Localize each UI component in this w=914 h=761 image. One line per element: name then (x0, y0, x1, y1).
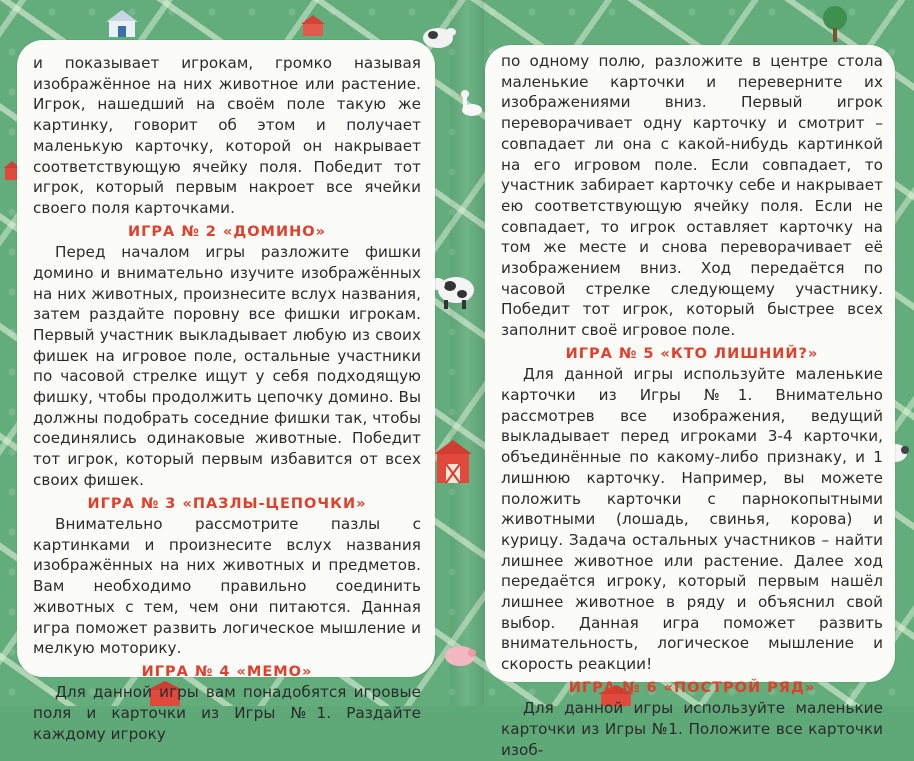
game-3-heading: ИГРА № 3 «ПАЗЛЫ-ЦЕПОЧКИ» (87, 495, 367, 512)
cow-icon (430, 268, 478, 310)
game-4-paragraph: Для данной игры вам понадобятся игровые поля и карточки из Игры №1. Раздайте каждому игроку (33, 683, 421, 743)
barn-icon (104, 8, 140, 38)
barn-icon (300, 14, 326, 36)
tree-icon (820, 4, 850, 44)
game-6-paragraph: Для данной игры используйте маленькие карточки из Игры №1. Положите все карточки изоб- (501, 699, 883, 759)
right-intro-paragraph: по одному полю, разложите в центре стола маленькие карточки и переверните их изображениями вниз. Первый игрок переворачивает одну карточку и смотрит – совпадает ли она с какой-нибудь картинкой на его игровом поле. Если совпадает, то участник забирает карточку себе и накрывает ею соответствующую ячейку поля. Если не совпадает, то игрок оставляет карточку на том же месте и снова переворачивает её изображением вниз. Ход передаётся по часовой стрелке следующему участнику. Победит тот игрок, который быстрее всех заполнит своё игровое поле. (501, 52, 883, 340)
game-5-heading: ИГРА № 5 «КТО ЛИШНИЙ?» (565, 345, 819, 362)
left-intro-paragraph: и показывает игрокам, громко называя изображённое на них животное или растение. Игрок, нашедший на своём поле такую же картинку, говорит об этом и получает маленькую карточку, которой он накрывает соответствующую ячейку поля. Победит тот игрок, который первым накроет все ячейки своего поля карточками. (33, 54, 421, 217)
goose-icon (458, 88, 484, 118)
left-page-text-panel (17, 40, 435, 743)
barn-icon (432, 438, 474, 484)
game-3-paragraph: Внимательно рассмотрите пазлы с картинками и произнесите вслух названия изображённых на них животных и предметов. Вам необходимо правильно соединить животных с тем, чем они питаются. Данная игра поможет развить логическое мышление и мелкую моторику. (33, 515, 421, 658)
game-2-heading: ИГРА № 2 «ДОМИНО» (128, 223, 326, 240)
pig-icon (440, 640, 480, 670)
game-6-heading: ИГРА № 6 «ПОСТРОЙ РЯД» (568, 679, 816, 696)
game-5-paragraph: Для данной игры используйте маленькие карточки из Игры №1. Внимательно рассмотрев все изображения, ведущий выкладывает перед игроками 3-4 карточки, объединённые по какому-либо признаку, и 1 лишнюю карточку. Например, вы можете положить карточки с парнокопытными животными (лошадь, свинья, корова) и курицу. Задача остальных участников – найти лишнее животное или растение. Далее ход передаётся игроку, который первым нашёл лишнее животное в ряду и объяснил свой выбор. Данная игра поможет развить внимательность, логическое мышление и скорость реакции! (501, 365, 883, 674)
right-page-text-panel (485, 45, 895, 759)
game-4-heading: ИГРА № 4 «МЕМО» (141, 663, 313, 680)
game-2-paragraph: Перед началом игры разложите фишки домино и внимательно изучите изображённых на них животных, произнесите вслух названия, затем раздайте поровну все фишки игрокам. Первый участник выкладывает любую из своих фишек на игровое поле, остальные участники по часовой стрелке ищут у себя подходящую фишку, чтобы продолжить цепочку домино. Вы должны подобрать соседние фишки так, чтобы соединялись одинаковые животные. Победит тот игрок, который первым избавится от всех своих фишек. (33, 243, 421, 489)
